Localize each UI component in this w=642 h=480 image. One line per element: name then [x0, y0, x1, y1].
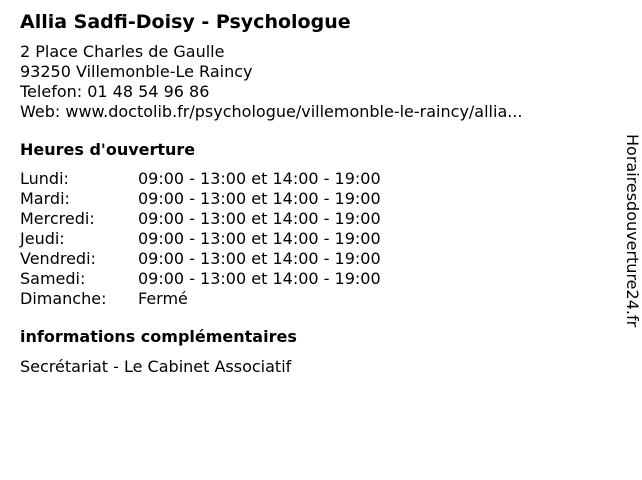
- day-label: Vendredi:: [20, 249, 96, 268]
- hours-row-lundi: [20, 169, 600, 189]
- hours-heading: Heures d'ouverture: [20, 140, 196, 159]
- info-text: Secrétariat - Le Cabinet Associatif: [20, 357, 292, 376]
- hours-row-jeudi: [20, 229, 600, 249]
- hours-value: 09:00 - 13:00 et 14:00 - 19:00: [138, 229, 381, 248]
- hours-row-vendredi: [20, 249, 600, 269]
- hours-row-mardi: [20, 189, 600, 209]
- day-label: Jeudi:: [20, 229, 65, 248]
- hours-value: 09:00 - 13:00 et 14:00 - 19:00: [138, 209, 381, 228]
- day-label: Mercredi:: [20, 209, 95, 228]
- info-heading: informations complémentaires: [20, 327, 297, 346]
- site-watermark: Horairesdouverture24.fr: [623, 134, 642, 328]
- hours-row-mercredi: [20, 209, 600, 229]
- hours-value: 09:00 - 13:00 et 14:00 - 19:00: [138, 249, 381, 268]
- day-label: Samedi:: [20, 269, 86, 288]
- hours-value: Fermé: [138, 289, 188, 308]
- page-title: Allia Sadfi-Doisy - Psychologue: [20, 11, 351, 33]
- city-address: 93250 Villemonble-Le Raincy: [20, 62, 253, 81]
- day-label: Dimanche:: [20, 289, 107, 308]
- day-label: Mardi:: [20, 189, 70, 208]
- hours-row-samedi: [20, 269, 600, 289]
- hours-value: 09:00 - 13:00 et 14:00 - 19:00: [138, 269, 381, 288]
- phone-number: Telefon: 01 48 54 96 86: [20, 82, 210, 101]
- hours-list: [20, 169, 600, 309]
- street-address: 2 Place Charles de Gaulle: [20, 42, 225, 61]
- hours-row-dimanche: [20, 289, 600, 309]
- day-label: Lundi:: [20, 169, 69, 188]
- hours-value: 09:00 - 13:00 et 14:00 - 19:00: [138, 169, 381, 188]
- address-block: [20, 42, 600, 122]
- hours-value: 09:00 - 13:00 et 14:00 - 19:00: [138, 189, 381, 208]
- listing-card: [20, 9, 600, 377]
- website-link[interactable]: Web: www.doctolib.fr/psychologue/villemonble-le-raincy/allia...: [20, 102, 523, 121]
